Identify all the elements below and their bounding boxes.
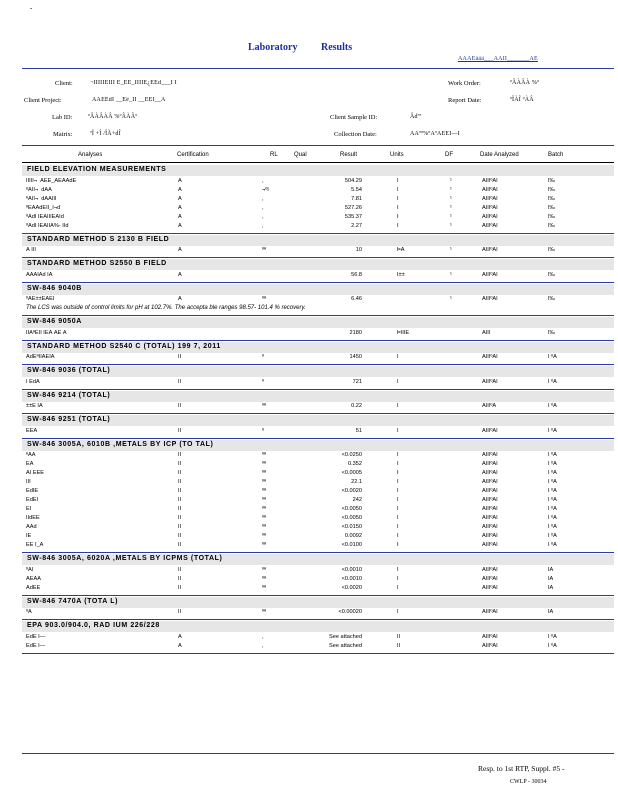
table-cell: Î‰ [548, 296, 556, 302]
section-title: SW-846 9036 (TOTAL) [27, 367, 111, 374]
table-cell: Â ÎÎÎ [26, 247, 36, 253]
table-cell: Î‰ [548, 177, 556, 184]
table-cell: Î‰ [548, 271, 556, 278]
table-cell: Î ºÂ [548, 354, 557, 360]
table-cell: Î [397, 506, 399, 512]
table-cell: <0.0250 [341, 452, 362, 458]
table-cell: ÂÂÂÎÂd ÎÂ [26, 271, 53, 278]
table-cell: ÉÂ [26, 461, 34, 467]
table-cell: ºÂÂ [26, 452, 36, 458]
table-cell: ºÈÂÂdÉÎÎ_Î¬d [26, 204, 61, 211]
table-cell: ÀÎÎÎºÀÎ [482, 177, 498, 184]
table-cell: Î [397, 354, 399, 360]
section-rule [22, 552, 614, 553]
table-cell: 721 [352, 378, 362, 385]
col-rl: RL [270, 152, 278, 158]
table-cell: ÀÎÎÎºÀÎ [482, 533, 498, 539]
collection-date-value: ÂÀºº%ºÂºÂÈÈÎ—Î [410, 131, 460, 137]
table-cell: Î‰ [548, 186, 556, 193]
table-cell: ºª [262, 515, 267, 521]
client-sample-value: Âdªª [410, 114, 422, 120]
table-cell: ¹ [450, 204, 452, 211]
table-cell: Î [397, 177, 399, 184]
table-cell: Î ºÂ [548, 533, 557, 539]
table-cell: ºÂÎÎ¬¯dÂÂ [26, 186, 52, 193]
table-cell: 527.26 [344, 204, 362, 211]
table-cell: ºª [262, 566, 267, 573]
table-cell: ¹ [450, 222, 452, 229]
table-cell: , [262, 213, 264, 220]
section-header-band [22, 391, 614, 402]
section-rule [22, 438, 614, 439]
table-cell: ÎÎ [397, 633, 401, 640]
table-cell: <0.0005 [341, 470, 362, 476]
table-cell: ºª [262, 452, 267, 458]
table-cell: 2.27 [351, 222, 362, 229]
table-cell: 1450 [349, 354, 362, 360]
table-cell: ÉdÎÉ [26, 488, 39, 494]
section-rule [22, 340, 614, 341]
col-units: Units [390, 152, 404, 158]
table-cell: ¹ [450, 271, 452, 278]
section-title: SW-846 3005A, 6020A ,METALS BY ICPMS (TOTAL) [27, 555, 223, 562]
section-title: STANDARD METHOD S 2130 B FIELD [27, 235, 170, 243]
table-cell: Î‰ [548, 329, 556, 336]
table-cell: º [262, 427, 265, 434]
table-cell: ÎÎÎ [26, 479, 31, 485]
table-cell: Î ÊdÂ [26, 378, 40, 385]
title-right: Results [321, 42, 353, 53]
table-cell: ÀÎÎÎºÀÎ [482, 222, 498, 229]
col-batch: Batch [548, 152, 564, 158]
section-note: The LCS was outside of control limits for pH at 102.7%. The accepta ble ranges 98.57- 101.4 % recovery. [26, 305, 306, 311]
table-cell: Î [397, 222, 399, 229]
table-cell: Â [178, 642, 182, 649]
table-cell: Î [397, 609, 399, 615]
table-cell: ¹ [450, 186, 452, 193]
table-cell: ÀÎÎÎºÀÎ [482, 609, 498, 615]
table-cell: ÎÎ [178, 575, 182, 582]
table-cell: ÀÎÎÎºÀÎ [482, 213, 498, 220]
table-cell: Î [397, 515, 399, 521]
section-header-band [22, 415, 614, 426]
table-cell: Î ºÂ [548, 633, 557, 640]
table-cell: ÀÎÎÎºÀÎ [482, 461, 498, 467]
table-cell: ºª [262, 497, 267, 503]
table-cell: ÀÎÎÎºÀÎ [482, 470, 498, 476]
section-rule [22, 282, 614, 283]
work-order-label: Work Order: [448, 80, 481, 87]
table-cell: 7.81 [351, 195, 362, 202]
col-result: Result [340, 152, 358, 158]
table-cell: See attached [329, 633, 362, 640]
section-title: SW-846 9050A [27, 318, 82, 325]
table-cell: , [262, 222, 264, 229]
table-cell: ÎÎ [178, 515, 182, 521]
table-cell: ºÂdÎ ÎÊÀÎÎÎÊÂÎd [26, 213, 64, 220]
section-title: EPA 903.0/904.0, RAD IUM 226/228 [27, 622, 160, 629]
section-rule [22, 233, 614, 234]
col-date-analyzed: Date Analyzed [480, 152, 519, 158]
work-order-value: ºÂÀÂÀ %º [510, 80, 540, 86]
table-cell: ºª [262, 542, 267, 548]
table-cell: ÎÎ [178, 452, 182, 458]
table-cell: ºª [262, 533, 267, 539]
table-cell: ºÂdÎ ÎÊÂÎÎÂ%- ÎÎd [26, 222, 69, 229]
table-cell: ÎÎ [178, 497, 182, 503]
table-cell: Î [397, 575, 399, 582]
col-certification: Certification [177, 152, 209, 158]
table-cell: ÀÎÎÎºÀÎ [482, 452, 498, 458]
table-cell: ÀÎÎÎºÀÎ [482, 427, 498, 434]
table-cell: 0.352 [348, 461, 362, 467]
table-cell: Î ºÂ [548, 642, 557, 649]
table-cell: Î‰ [548, 204, 556, 211]
table-cell: Î±± [397, 271, 405, 278]
table-cell: ÞÂ [397, 247, 405, 253]
table-cell: Î ºÂ [548, 515, 557, 521]
table-cell: , [262, 177, 264, 184]
table-cell: ºª [262, 470, 267, 476]
section-title: SW-846 9040B [27, 284, 82, 292]
table-cell: ÎÎ [178, 506, 182, 512]
table-cell: ÎÎ [397, 642, 401, 649]
table-cell: ºª [262, 506, 267, 512]
table-cell: Î ºÂ [548, 427, 557, 434]
section-title: STANDARD METHOD S2550 B FIELD [27, 260, 167, 267]
table-cell: ÀÎÎÎºÀÎ [482, 575, 498, 582]
table-cell: Î [397, 488, 399, 494]
table-cell: Î [397, 452, 399, 458]
table-cell: º [262, 378, 265, 385]
col-df: DF [445, 152, 453, 158]
table-cell: Î ºÂ [548, 524, 557, 530]
table-cell: Î [397, 213, 399, 220]
table-cell: ÀÎÎÎºÀÎ [482, 633, 498, 640]
table-cell: Î ºÂ [548, 506, 557, 512]
table-cell: Î‰ [548, 247, 556, 253]
lab-id-value: ºÂÀÂÀÂ %ºÂÀÂº [88, 114, 138, 120]
client-label: Client: [55, 80, 73, 87]
table-cell: ÎÎ [178, 470, 182, 476]
table-cell: ±±Ê ÎÂ [26, 403, 43, 409]
table-cell: ÎÎ [178, 479, 182, 485]
table-cell: ÎÂ [548, 609, 554, 615]
table-cell: º [262, 354, 265, 360]
table-cell: ÎÎ [178, 461, 182, 467]
table-cell: ÎÎ [178, 524, 182, 530]
table-cell: 2180 [349, 329, 362, 336]
table-cell: <0.0100 [341, 542, 362, 548]
top-mark: - [30, 4, 33, 12]
table-cell: ÀÎÎÎºÀÎ [482, 642, 498, 649]
header-bottom-rule [22, 145, 614, 146]
report-date-label: Report Date: [448, 97, 482, 104]
table-cell: Â [178, 195, 182, 202]
table-cell: ºª [262, 584, 267, 591]
table-cell: Â [178, 271, 182, 278]
section-title: SW-846 7470A (TOTA L) [27, 597, 119, 605]
table-cell: Â [178, 204, 182, 211]
table-cell: Î‰ [548, 222, 556, 229]
table-cell: ºª [262, 575, 267, 582]
table-cell: ÎÎ [178, 403, 182, 409]
table-cell: <0.0010 [341, 575, 362, 582]
table-cell: ÉÎ [26, 506, 32, 512]
table-cell: Î‰ [548, 195, 556, 202]
table-cell: ºª [262, 461, 267, 467]
table-cell: Î ºÂ [548, 497, 557, 503]
table-cell: ÎÂ [548, 584, 554, 591]
table-cell: , [262, 195, 264, 202]
project-value: ÂÃÊÊdÎ __Éê_ÎÎ __ÉÈÎ__Â [92, 97, 166, 103]
table-cell: ºÂÎÎ¬¯dÂÂÎÎÎ [26, 195, 57, 202]
table-cell: 535.37 [344, 213, 362, 220]
matrix-value: ªÎ +Î /ÎÃ+dÎ [90, 131, 121, 137]
top-right-ref: ÂÂÂÉâââ___ÂÃÎÎ_______ÂÊ [458, 56, 538, 62]
table-cell: ÉÊ Î_Â [26, 542, 44, 548]
table-cell: ºÂÎ [26, 566, 34, 573]
table-cell: ÀÎÎÎºÀÎ [482, 506, 498, 512]
table-cell: 22.1 [351, 479, 362, 485]
table-cell: ÎÎÎÎÎ¬¯ÂÈÉ_ÂÊÂÀdÉ [26, 177, 77, 184]
section-rule [22, 389, 614, 390]
table-cell: 0.22 [351, 403, 362, 409]
table-cell: ¬ºÎ [262, 186, 269, 193]
table-cell: ÂÀd [26, 524, 37, 530]
table-cell: 56.8 [351, 271, 362, 278]
section-title: STANDARD METHOD S2540 C (TOTAL) 199 7, 2011 [27, 342, 221, 350]
table-cell: 504.29 [344, 177, 362, 184]
table-cell: <0.00020 [338, 609, 362, 615]
table-cell: 51 [355, 427, 362, 434]
table-cell: ÀÎÎÎºÀÎ [482, 204, 498, 211]
collection-date-label: Collection Date: [334, 131, 377, 138]
table-cell: Î ºÂ [548, 542, 557, 548]
section-header-band [22, 284, 614, 295]
table-cell: ¹ [450, 177, 452, 184]
table-cell: Î ºÂ [548, 452, 557, 458]
table-cell: Î [397, 524, 399, 530]
table-cell: Â [178, 247, 182, 253]
section-title: SW-846 3005A, 6010B ,METALS BY ICP (TO TAL) [27, 440, 214, 448]
table-cell: , [262, 204, 264, 211]
col-analyses: Analyses [78, 152, 103, 158]
table-cell: ÀÎÎÎºÀ [482, 403, 497, 409]
col-qual: Qual [294, 152, 307, 158]
table-cell: ÎÂ [548, 566, 554, 573]
table-cell: ÎÂ [548, 575, 554, 582]
table-cell: 6.46 [351, 296, 362, 302]
table-cell: ÀÎÎÎºÀÎ [482, 479, 498, 485]
table-cell: Î [397, 427, 399, 434]
table-cell: ¹ [450, 195, 452, 202]
table-cell: ÂdÉÉ [26, 584, 41, 591]
table-cell: ÎÎ [178, 354, 182, 360]
table-cell: Î ºÂ [548, 403, 557, 409]
table-cell: Î‰ [548, 213, 556, 220]
section-title: SW-846 9214 (TOTAL) [27, 391, 111, 399]
table-cell: Â [178, 296, 182, 302]
table-cell: ÉdÉ Î— [26, 642, 46, 649]
table-cell: ºª [262, 524, 267, 530]
table-cell: 5.54 [351, 186, 362, 193]
footer-rule [22, 753, 614, 754]
table-cell: ÀÎÎÎºÀÎ [482, 524, 498, 530]
section-title: SW-846 9251 (TOTAL) [27, 416, 111, 423]
table-cell: ÎÎ [178, 566, 182, 573]
table-cell: ºÂ [26, 609, 32, 615]
table-cell: Î [397, 533, 399, 539]
table-cell: ºª [262, 247, 267, 253]
table-cell: <0.0050 [341, 515, 362, 521]
table-cell: ÎÎ [178, 542, 182, 548]
table-cell: ÎÎdÉÉ [26, 515, 40, 521]
table-cell: ÀÎÎÎºÀÎ [482, 186, 498, 193]
table-cell: ÎÎ [178, 427, 182, 434]
header-top-rule [22, 68, 614, 69]
table-cell: ºª [262, 296, 267, 302]
table-cell: ÎÎ [178, 584, 182, 591]
table-cell: ¹ [450, 247, 452, 253]
table-cell: ÀÎÎÎºÀÎ [482, 296, 498, 302]
column-header-rule [22, 162, 614, 163]
table-cell: Â [178, 213, 182, 220]
table-cell: <0.0050 [341, 506, 362, 512]
table-cell: ºª [262, 609, 267, 615]
table-cell: Â [178, 186, 182, 193]
table-cell: 10 [355, 247, 362, 253]
report-date-value: ºÎÀÎ ºÀÂ [510, 97, 534, 103]
table-cell: <0.0020 [341, 488, 362, 494]
table-cell: 242 [352, 497, 362, 503]
table-cell: ÀÎÎÎºÀÎ [482, 195, 498, 202]
table-cell: ÊÉÂ [26, 427, 38, 434]
table-cell: Â [178, 222, 182, 229]
table-cell: ÀÎÎÎºÀÎ [482, 497, 498, 503]
table-cell: ÀÎÎÎºÀÎ [482, 488, 498, 494]
table-cell: ºª [262, 403, 267, 409]
table-cell: ÀÎÎÎ [482, 329, 491, 336]
matrix-label: Matrix: [53, 131, 73, 138]
table-cell: ÉdÉ Î— [26, 633, 46, 640]
table-cell: ÎÎÂªÉÎÎ ÎÈÂ ÂÉ Â [26, 329, 67, 336]
table-cell: ÂÎ ÈÉÉ [26, 470, 45, 476]
section-rule [22, 257, 614, 258]
table-cell: Î ºÂ [548, 488, 557, 494]
table-cell: Â [178, 177, 182, 184]
table-cell: <0.0020 [341, 584, 362, 591]
table-cell: <0.0150 [341, 524, 362, 530]
section-rule [22, 364, 614, 365]
table-cell: ÀÎÎÎºÀÎ [482, 378, 498, 385]
table-cell: <0.0010 [341, 566, 362, 573]
section-title: FIELD ELEVATION MEASUREMENTS [27, 166, 167, 173]
table-cell: ºª [262, 488, 267, 494]
title-left: Laboratory [248, 42, 298, 53]
table-cell: Î [397, 542, 399, 548]
table-cell: ºÃÉ±±ÉÂÊÎ [26, 296, 55, 302]
table-cell: ÂdÉªÎÎÂÉÎÂ [26, 354, 55, 360]
table-cell: , [262, 633, 264, 640]
table-cell: ÀÎÎÎºÀÎ [482, 515, 498, 521]
section-header-band [22, 366, 614, 377]
table-cell: Î [397, 461, 399, 467]
table-cell: ÀÎÎÎºÀÎ [482, 354, 498, 360]
section-rule [22, 595, 614, 596]
table-cell: Î [397, 204, 399, 211]
table-cell: ÀÎÎÎºÀÎ [482, 566, 498, 573]
table-cell: Î [397, 186, 399, 193]
table-cell: Î [397, 479, 399, 485]
table-cell: ºª [262, 479, 267, 485]
section-rule [22, 653, 614, 654]
table-cell: Î [397, 378, 399, 385]
table-cell: ÀÎÎÎºÀÎ [482, 247, 498, 253]
table-cell: Î ºÂ [548, 378, 557, 385]
table-cell: ÀÎÎÎºÀÎ [482, 271, 498, 278]
footer-doc-id: CWLP - 30034 [510, 779, 547, 785]
table-cell: ÎÉ [26, 533, 32, 539]
table-cell: ¹ [450, 213, 452, 220]
section-rule [22, 315, 614, 316]
table-cell: Î [397, 195, 399, 202]
lab-id-label: Lab ID: [52, 114, 73, 121]
table-cell: ÞÎÎÎÊ [397, 329, 410, 336]
client-sample-label: Client Sample ID: [330, 114, 378, 121]
table-cell: 0.0092 [344, 533, 362, 539]
footer-response: Resp. to 1st RTP, Suppl. #5 - [478, 764, 565, 773]
table-cell: Î [397, 497, 399, 503]
table-cell: ¹ [450, 296, 452, 302]
table-cell: Î ºÂ [548, 461, 557, 467]
table-cell: ÎÎ [178, 533, 182, 539]
table-cell: Â [178, 633, 182, 640]
table-cell: Î [397, 403, 399, 409]
table-cell: ÉdÉÎ [26, 497, 39, 503]
table-cell: Î ºÂ [548, 470, 557, 476]
section-rule [22, 413, 614, 414]
table-cell: Î ºÂ [548, 479, 557, 485]
table-cell: Î [397, 584, 399, 591]
table-cell: ÎÎ [178, 378, 182, 385]
table-cell: ÎÎ [178, 609, 182, 615]
client-value: ¬ÎÎÎÎÌÉÎÎÎ Ê_ÊÊ_ÎÎÎÎÉ¿ÈÊd___Î Î [90, 80, 177, 86]
table-cell: See attached [329, 642, 362, 649]
section-rule [22, 619, 614, 620]
table-cell: ÂÉÂÂ [26, 575, 41, 582]
table-cell: , [262, 642, 264, 649]
table-cell: Î [397, 566, 399, 573]
section-header-band [22, 317, 614, 328]
client-project-label: Client Project: [24, 97, 62, 104]
table-cell: ÀÎÎÎºÀÎ [482, 584, 498, 591]
table-cell: Î [397, 470, 399, 476]
table-cell: ÎÎ [178, 488, 182, 494]
table-cell: ÀÎÎÎºÀÎ [482, 542, 498, 548]
